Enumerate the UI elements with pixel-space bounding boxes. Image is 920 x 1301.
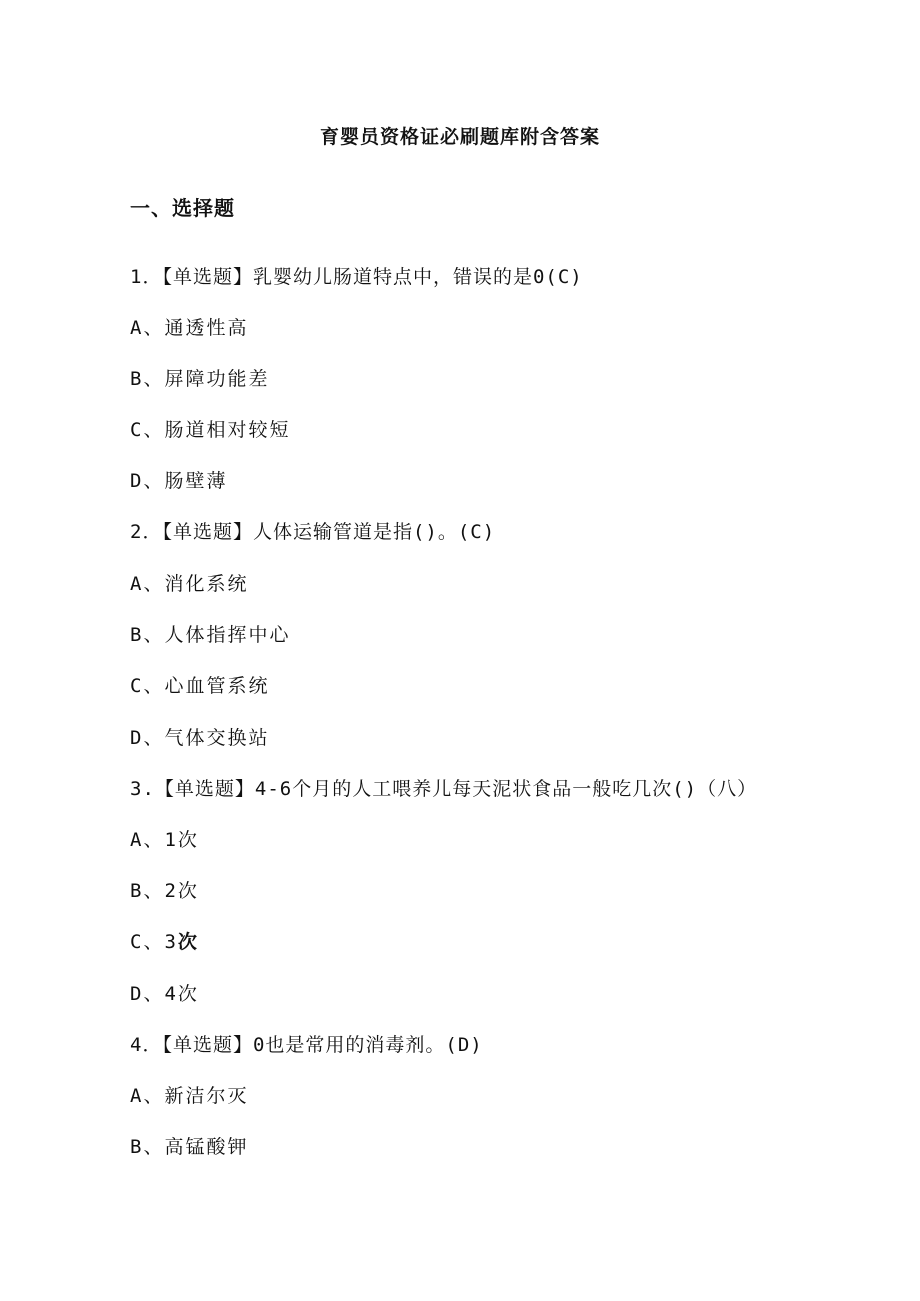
question-1-text: 1．【单选题】乳婴幼儿肠道特点中，错误的是0(C) [130, 266, 583, 288]
question-2-option-d: D、气体交换站 [130, 727, 270, 749]
question-1-option-b: B、屏障功能差 [130, 368, 270, 390]
question-3-option-c-suffix: 次 [177, 931, 199, 953]
question-4-option-b: B、高锰酸钾 [130, 1136, 249, 1158]
question-2-option-c: C、心血管系统 [130, 675, 270, 697]
question-4-option-a: A、新洁尔灭 [130, 1085, 249, 1107]
question-2-option-a: A、消化系统 [130, 573, 249, 595]
section-heading: 一、选择题 [130, 196, 235, 220]
question-3-option-c [130, 929, 199, 955]
question-3-option-a: A、1次 [130, 829, 199, 851]
document-title: 育婴员资格证必刷题库附含答案 [319, 126, 600, 148]
question-3-option-d: D、4次 [130, 983, 199, 1005]
question-1-option-a: A、通透性高 [130, 317, 249, 339]
question-2-text: 2．【单选题】人体运输管道是指()。(C) [130, 521, 496, 543]
question-4-text: 4．【单选题】0也是常用的消毒剂。(D) [130, 1034, 483, 1056]
question-1-option-c: C、肠道相对较短 [130, 419, 291, 441]
question-3-text: 3.【单选题】4-6个月的人工喂养儿每天泥状食品一般吃几次()（八） [130, 778, 758, 800]
question-3-option-c-label: C、3 [130, 931, 178, 953]
question-1-option-d: D、肠壁薄 [130, 470, 228, 492]
question-3-option-b: B、2次 [130, 880, 199, 902]
question-2-option-b: B、人体指挥中心 [130, 624, 291, 646]
